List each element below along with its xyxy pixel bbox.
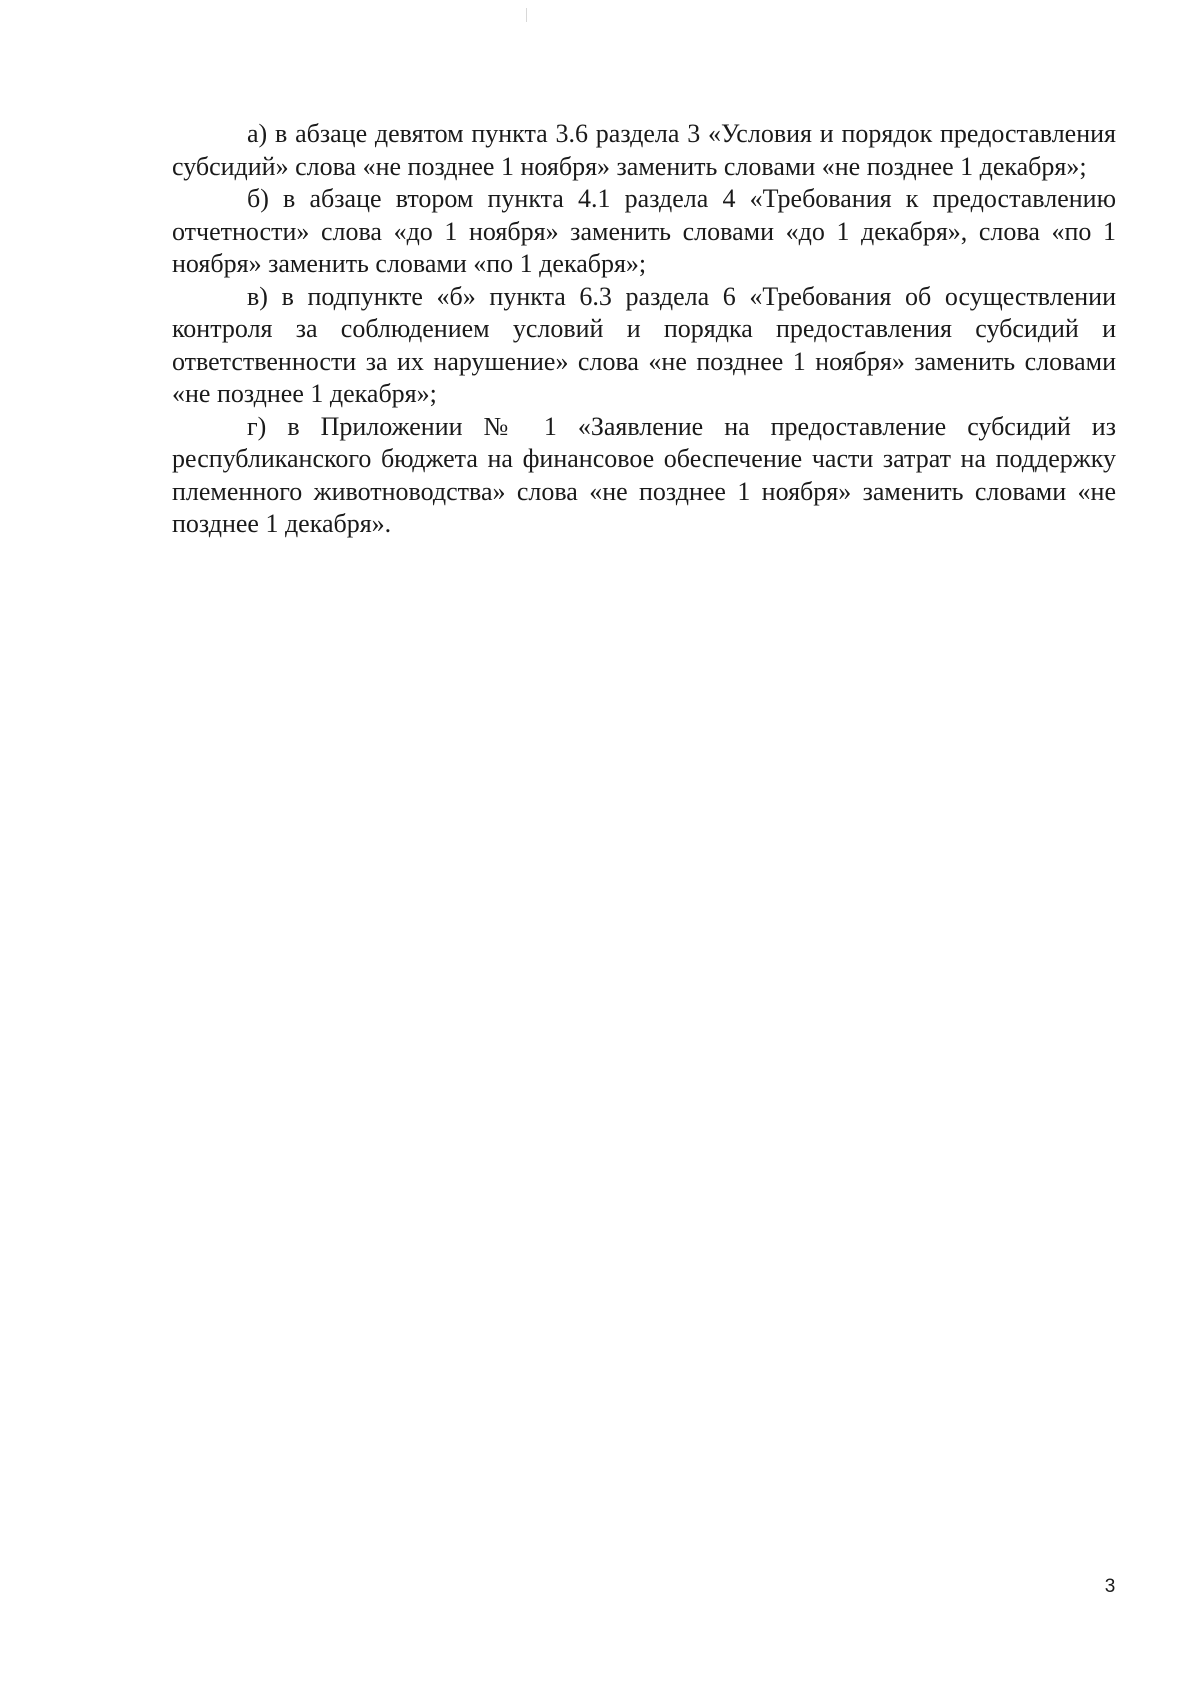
page-number: 3 bbox=[1104, 1576, 1116, 1597]
amendment-text bbox=[172, 118, 1116, 541]
scan-artifact bbox=[526, 8, 527, 22]
paragraph-a: а) в абзаце девятом пункта 3.6 раздела 3 «Условия и порядок предоставления субсидий» слова «не позднее 1 ноября» заменить словами «не позднее 1 декабря»; bbox=[172, 119, 1116, 181]
paragraph-v: в) в подпункте «б» пункта 6.3 раздела 6 «Требования об осуществлении контроля за соблюдением условий и порядка предоставления субсидий и ответственности за их нарушение» слова «не позднее 1 ноября» заменить словами «не позднее 1 декабря»; bbox=[172, 281, 1116, 408]
paragraph-g: г) в Приложении № 1 «Заявление на предоставление субсидий из республиканского бюджета на финансовое обеспечение части затрат на поддержку племенного животноводства» слова «не позднее 1 ноября» заменить словами «не позднее 1 декабря». bbox=[172, 411, 1116, 538]
paragraph-b: б) в абзаце втором пункта 4.1 раздела 4 «Требования к предоставлению отчетности» слова «до 1 ноября» заменить словами «до 1 декабря», слова «по 1 ноября» заменить словами «по 1 декабря»; bbox=[172, 184, 1116, 278]
